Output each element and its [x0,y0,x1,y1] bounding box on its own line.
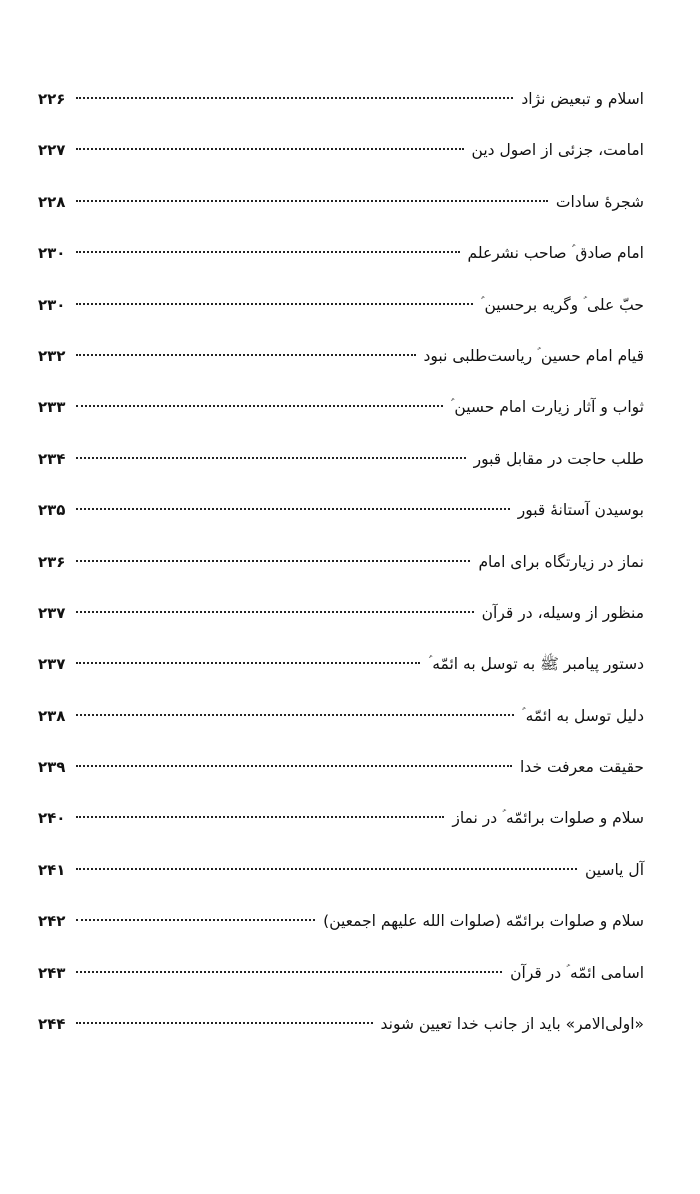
toc-entry[interactable] [38,691,644,742]
toc-entry[interactable] [38,434,644,485]
toc-entry-page: ۲۴۴ [38,1015,66,1034]
toc-entry[interactable] [38,485,644,536]
toc-entry-title: بوسیدن آستانۀ قبور [517,501,644,520]
toc-entry-page: ۲۳۰ [38,295,66,314]
toc-entry-title: ثواب و آثار زیارت امام حسین ؑ [450,398,644,417]
dot-leader [76,816,444,818]
toc-entry-page: ۲۴۳ [38,963,66,982]
toc-entry-page: ۲۳۷ [38,655,66,674]
toc-entry-title: سلام و صلوات برائمّه (صلوات الله علیهم اجمعین) [323,912,644,931]
dot-leader [76,868,577,870]
toc-entry-page: ۲۳۸ [38,706,66,725]
dot-leader [76,919,315,921]
toc-entry[interactable] [38,331,644,382]
toc-entry-title: «اولی‌الامر» باید از جانب خدا تعیین شوند [380,1015,644,1034]
toc-entry[interactable] [38,125,644,176]
toc-entry[interactable] [38,588,644,639]
toc-entry-page: ۲۳۲ [38,346,66,365]
dot-leader [76,148,464,150]
dot-leader [76,560,470,562]
dot-leader [76,765,512,767]
table-of-contents [38,74,644,1050]
toc-entry[interactable] [38,280,644,331]
toc-entry-page: ۲۳۹ [38,758,66,777]
toc-entry-title: حقیقت معرفت خدا [520,758,644,777]
toc-entry-title: حبّ علی ؑ وگریه برحسین ؑ [480,295,644,314]
toc-entry-page: ۲۳۷ [38,603,66,622]
toc-entry-page: ۲۳۴ [38,449,66,468]
toc-entry[interactable] [38,793,644,844]
toc-entry-page: ۲۴۱ [38,860,66,879]
toc-entry-title: دستور پیامبر ﷺ به توسل به ائمّه ؑ [428,655,644,674]
dot-leader [76,251,460,253]
toc-entry-title: طلب حاجت در مقابل قبور [473,449,644,468]
toc-entry-page: ۲۳۵ [38,501,66,520]
toc-entry-page: ۲۲۸ [38,192,66,211]
toc-entry[interactable] [38,639,644,690]
dot-leader [76,971,502,973]
toc-entry[interactable] [38,948,644,999]
toc-entry-page: ۲۳۶ [38,552,66,571]
toc-entry[interactable] [38,537,644,588]
dot-leader [76,405,443,407]
toc-entry[interactable] [38,742,644,793]
dot-leader [76,662,420,664]
dot-leader [76,97,513,99]
toc-entry-title: اسامی ائمّه ؑ در قرآن [510,963,644,982]
toc-entry-title: اسلام و تبعیض نژاد [521,90,644,108]
dot-leader [76,457,466,459]
toc-entry-page: ۲۲۶ [38,90,66,108]
toc-entry-title: دلیل توسل به ائمّه ؑ [521,706,644,725]
toc-entry-title: سلام و صلوات برائمّه ؑ در نماز [452,809,644,828]
toc-entry-title: نماز در زیارتگاه برای امام [478,552,644,571]
toc-entry[interactable] [38,845,644,896]
dot-leader [76,714,514,716]
toc-entry-page: ۲۳۰ [38,244,66,263]
toc-entry-title: منظور از وسیله، در قرآن [481,603,644,622]
toc-entry[interactable] [38,177,644,228]
toc-entry-page: ۲۴۲ [38,912,66,931]
dot-leader [76,1022,373,1024]
toc-entry-title: امامت، جزئی از اصول دین [471,141,644,160]
toc-entry-page: ۲۳۳ [38,398,66,417]
toc-entry[interactable] [38,382,644,433]
toc-entry[interactable] [38,74,644,125]
toc-entry-title: آل یاسین [585,860,644,879]
dot-leader [76,303,473,305]
toc-entry-title: امام صادق ؑ صاحب نشرعلم [467,244,644,263]
dot-leader [76,611,474,613]
toc-entry[interactable] [38,228,644,279]
dot-leader [76,354,416,356]
dot-leader [76,200,548,202]
toc-entry[interactable] [38,999,644,1050]
toc-entry[interactable] [38,896,644,947]
toc-entry-title: شجرۀ سادات [555,192,644,211]
toc-entry-title: قیام امام حسین ؑ ریاست‌طلبی نبود [423,346,644,365]
dot-leader [76,508,510,510]
toc-entry-page: ۲۴۰ [38,809,66,828]
toc-entry-page: ۲۲۷ [38,141,66,160]
